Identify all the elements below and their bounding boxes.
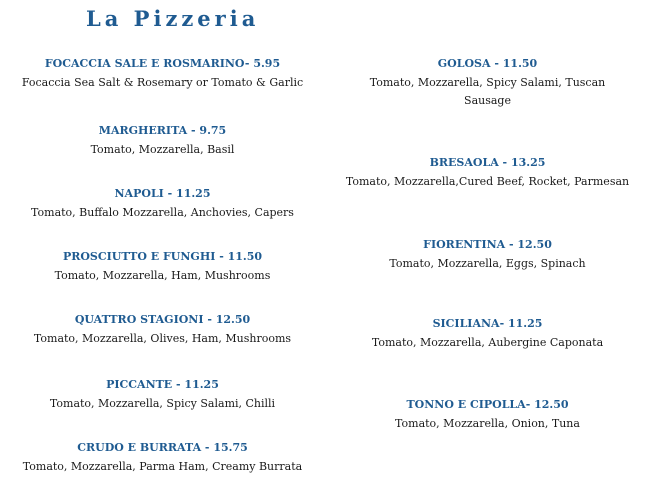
- menu-item-fiorentina: [325, 238, 650, 273]
- menu-item-siciliana: [325, 317, 650, 352]
- menu-item-margherita: [0, 124, 325, 159]
- menu-item-name: QUATTRO STAGIONI - 12.50: [74, 313, 251, 326]
- menu-item-prosciutto-e-funghi: [0, 250, 325, 285]
- menu-item-description: Tomato, Mozzarella, Eggs, Spinach: [389, 257, 586, 270]
- menu-item-napoli: [0, 187, 325, 222]
- menu-item-description: Tomato, Buffalo Mozzarella, Anchovies, Capers: [31, 206, 294, 219]
- menu-item-description: Focaccia Sea Salt & Rosemary or Tomato & Garlic: [21, 76, 304, 89]
- menu-item-crudo-e-burrata: [0, 441, 325, 476]
- menu-item-name: SICILIANA- 11.25: [432, 317, 543, 330]
- menu-item-focaccia: [0, 57, 325, 92]
- menu-item-description: Tomato, Mozzarella, Spicy Salami, Tuscan Sausage: [369, 76, 606, 107]
- menu-item-piccante: [0, 378, 325, 413]
- menu-item-description: Tomato, Mozzarella, Basil: [90, 143, 235, 156]
- menu-item-name: MARGHERITA - 9.75: [98, 124, 227, 137]
- menu-item-description: Tomato, Mozzarella, Spicy Salami, Chilli: [49, 397, 276, 410]
- menu-title: La Pizzeria: [86, 6, 260, 31]
- menu-item-name: FIORENTINA - 12.50: [423, 238, 552, 251]
- menu-item-description: Tomato, Mozzarella,Cured Beef, Rocket, Parmesan: [345, 175, 630, 188]
- menu-item-quattro-stagioni: [0, 313, 325, 348]
- menu-item-description: Tomato, Mozzarella, Onion, Tuna: [395, 417, 580, 430]
- menu-item-tonno-e-cipolla: [325, 398, 650, 433]
- menu-item-description: Tomato, Mozzarella, Olives, Ham, Mushrooms: [33, 332, 292, 345]
- menu-item-name: BRESAOLA - 13.25: [429, 156, 546, 169]
- menu-item-name: PROSCIUTTO E FUNGHI - 11.50: [62, 250, 263, 263]
- menu-column-right: [325, 0, 650, 482]
- menu-item-name: TONNO E CIPOLLA- 12.50: [406, 398, 569, 411]
- menu-item-name: PICCANTE - 11.25: [106, 378, 219, 391]
- menu-item-golosa: [325, 57, 650, 110]
- menu-item-name: NAPOLI - 11.25: [114, 187, 211, 200]
- menu-item-name: CRUDO E BURRATA - 15.75: [77, 441, 248, 454]
- menu-item-description: Tomato, Mozzarella, Ham, Mushrooms: [54, 269, 271, 282]
- menu-item-bresaola: [325, 156, 650, 191]
- menu-item-description: Tomato, Mozzarella, Parma Ham, Creamy Burrata: [22, 460, 303, 473]
- menu-item-description: Tomato, Mozzarella, Aubergine Caponata: [371, 336, 604, 349]
- menu-item-name: FOCACCIA SALE E ROSMARINO- 5.95: [44, 57, 281, 70]
- menu-item-name: GOLOSA - 11.50: [437, 57, 538, 70]
